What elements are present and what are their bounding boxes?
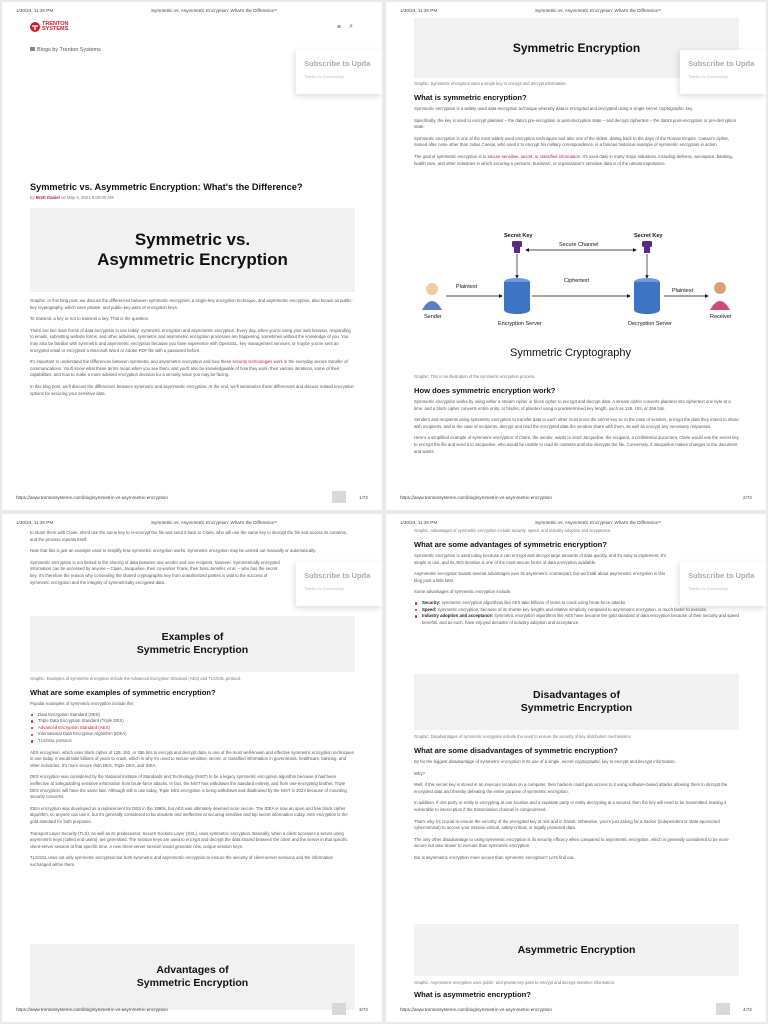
print-header (400, 8, 752, 18)
paragraph: By far the biggest disadvantage of symmetric encryption is its use of a single, secret cryptographic key to encrypt and decrypt information. (414, 759, 676, 764)
section-banner-2 (414, 924, 739, 976)
banner-line-1: Advantages of (156, 964, 229, 976)
paragraph-text: The goal of symmetric encryption is to (414, 153, 487, 159)
subscribe-thanks: Thanks for Subscribing! (688, 75, 728, 79)
banner-line-1: Examples of (161, 631, 224, 643)
timestamp: 1/30/23, 11:30 PM (16, 8, 54, 13)
subscribe-panel[interactable] (296, 562, 382, 606)
article-body-3 (414, 980, 739, 1003)
subscribe-thanks: Thanks for Subscribing! (304, 75, 344, 79)
ciphertext-label: Ciphertext (564, 278, 590, 284)
print-header (16, 8, 368, 18)
blog-label (30, 47, 101, 53)
receiver-label: Receiver (710, 314, 732, 320)
list-item: Triple Data Encryption Standard (Triple DES) (30, 718, 355, 725)
subscribe-panel[interactable] (296, 50, 382, 94)
site-header (30, 22, 355, 44)
page-3 (2, 514, 382, 1022)
list-item-bold: Industry adoption and acceptance: (422, 613, 494, 619)
doc-title: Symmetric vs. Asymmetric Encryption: What's the Difference? (151, 8, 277, 13)
search-icon[interactable]: ⌕ (349, 23, 353, 30)
logo[interactable] (30, 22, 355, 32)
page-number: 3/72 (359, 1007, 368, 1012)
list-item: Data Encryption Standard (DES) (30, 712, 355, 719)
paragraph: But is asymmetric encryption more secure than symmetric encryption? Let's find out. (414, 854, 575, 860)
paragraph: The only other disadvantage to using symmetric encryption is its security efficacy when compared to asymmetric encryption, which is generally considered to be more secure but also slower to execute than symmetric encryption. (414, 836, 729, 849)
menu-icon[interactable]: ≡ (336, 24, 341, 31)
list-item (414, 613, 739, 626)
print-footer (400, 1007, 752, 1017)
caption: Graphic: Examples of symmetric encryption include the Advanced Encryption Standard (AES) and TLS/SSL protocol. (30, 676, 242, 681)
logo-text: TRENTON SYSTEMS (42, 21, 69, 32)
timestamp: 1/30/23, 11:30 PM (400, 8, 438, 13)
paragraph (414, 154, 739, 167)
subscribe-title: Subscribe to Upda (304, 59, 371, 68)
symmetric-cryptography-diagram (414, 226, 739, 368)
print-header (16, 520, 368, 530)
list-item-text: symmetric encryption, because of its shorter key lengths and relative simplicity compared to asymmetric encryption, is much faster to execute. (437, 606, 708, 612)
banner-line-2: Symmetric Encryption (136, 977, 249, 989)
hero-line-2: Asymmetric Encryption (97, 250, 288, 269)
caption: Graphic: Symmetric encryption uses a single key to encrypt and decrypt information. (414, 81, 567, 86)
paragraph: Symmetric encryption is not limited to the sharing of data between one sender and one recipient, however. Symmetrically encrypted information can be accessed by anyone – Claire, Jacqueline, their co-worker Frank, their boss Jennifer, et al. – who has the secret key. It's therefore the reason why concealing the shared cryptographic key from unauthorized parties is vital to the success of symmetric encryption and the integrity of symmetrically encrypted data. (30, 559, 280, 585)
paragraph: Well, if this secret key is stored in an insecure location on a computer, then hackers could gain access to it using software-based attacks allowing them to decrypt the encrypted data and thereby defeating the entire purpose of symmetric encryption. (414, 782, 728, 794)
examples-list (30, 712, 355, 745)
subscribe-title: Subscribe to Upda (688, 59, 755, 68)
hero-banner (30, 208, 355, 292)
aes-link[interactable]: Advanced Encryption Standard (AES) (30, 725, 355, 732)
secret-key-label-left: Secret Key (504, 233, 533, 239)
section-banner (414, 674, 739, 730)
section-heading: What are some advantages of symmetric encryption? (414, 540, 607, 549)
sender-label: Sender (424, 314, 442, 320)
secure-channel-label: Secure Channel (559, 242, 599, 248)
paragraph: That's why it's crucial to ensure the security of the encrypted key at rest and in transit. Otherwise, you're just asking for a hacker (independent or state-sponsored cybercriminal) to access your mission-critical, safety-critical, or legally protected data. (414, 818, 720, 831)
paragraph: In addition, if one party or entity is encrypting at one location and a separate party or entity decrypting at a second, then the key will need to be transmitted, leaving it vulnerable to interception if the transmission channel is compromised. (414, 800, 727, 812)
print-footer (16, 495, 368, 505)
timestamp: 1/30/23, 11:30 PM (16, 520, 54, 525)
doc-title: Symmetric vs. Asymmetric Encryption: What's the Difference? (535, 8, 661, 13)
print-footer (16, 1007, 368, 1017)
subscribe-title: Subscribe to Upda (688, 571, 755, 580)
scroll-up-button[interactable] (332, 1003, 346, 1015)
banner-text: Symmetric Encryption (512, 41, 641, 55)
list-item-bold: Security: (422, 599, 441, 605)
paragraph: Specifically, the key is used to encrypt plaintext – the data's pre-encryption or post-decryption state – and decrypt ciphertext – the data's post-encryption or pre-decryption state. (414, 117, 737, 130)
paragraph: Senders and recipients using symmetric encryption to transfer data to each other must know the secret key to, in the case of senders, encrypt the data they intend to share with recipients, and in the case of recipients, decrypt and read the encrypted data the senders share with them, as well as encrypt any necessary responses. (414, 417, 739, 429)
trenton-logo-icon (30, 22, 40, 32)
home-icon (30, 47, 35, 51)
paragraph: IDEA encryption was developed as a replacement for DES in the 1990s, but AES was ultimately deemed more secure. The IDEA is now an open and free block cipher algorithm, so anyone can use it, but it's generally considered to be obsolete and ineffective at securing sensitive and top secret information today. AES encryption is the gold standard for both purposes. (30, 805, 348, 824)
section-banner (30, 616, 355, 672)
plaintext-label-left: Plaintext (456, 284, 478, 290)
encryption-server-label: Encryption Server (498, 321, 542, 327)
byline (30, 195, 355, 200)
diagram-title: Symmetric Cryptography (510, 347, 632, 359)
subscribe-thanks: Thanks for Subscribing! (304, 587, 344, 591)
doc-title: Symmetric vs. Asymmetric Encryption: What's the Difference? (151, 520, 277, 525)
scroll-up-button[interactable] (716, 1003, 730, 1015)
section-banner-2 (30, 944, 355, 1010)
paragraph: Asymmetric encryption boasts several advantages over its asymmetric counterpart, but we'll talk about asymmetric encryption in this blog post a little later. (414, 571, 666, 583)
caption: Graphic: This is an illustration of the symmetric encryption process. (414, 374, 536, 379)
scroll-up-button[interactable] (332, 491, 346, 503)
page-2 (386, 2, 766, 510)
paragraph-text: . It's used daily in many major industries, including defense, aerospace, banking, health care, and other industries in which securing a person's, business', or organization's sensitive data is of the utmost importance. (414, 153, 733, 166)
subscribe-thanks: Thanks for Subscribing! (688, 587, 728, 591)
paragraph: Symmetric encryption is one of the most widely used encryption techniques and also one of the oldest, dating back to the days of the Roman Empire. Caesar's cipher, named after none other than Julius Caesar, who used it to encrypt his military correspondence, is a famous historical example of symmetric encryption in action. (414, 135, 729, 148)
paragraph: Popular examples of symmetric encryption include the: (30, 701, 135, 706)
banner-line-1: Disadvantages of (533, 689, 620, 701)
paragraph: to share them with Claire, she'd use the same key to re-encrypt the file and send it back to Claire, who will use the same key to decrypt the file and access its contents, and the process repeats itself. (30, 530, 348, 542)
section-heading: What are some disadvantages of symmetric encryption? (414, 746, 618, 755)
article-body (414, 81, 739, 167)
paragraph: Some advantages of symmetric encryption include: (414, 589, 512, 595)
paragraph: Transport Layer Security (TLS), as well as its predecessor, Secure Sockets Layer (SSL), uses symmetric encryption. Basically, when a client accesses a server using asymmetric keys (called end users), are generated. The session keys are used to encrypt and decrypt the data shared between the client and the server in that specific client-server session at that specific time. A new client-server session would generate new, unique session keys. (30, 830, 348, 849)
page-number: 2/72 (743, 495, 752, 500)
caption: Graphic: Disadvantages of symmetric encryption include the need to ensure the security of key distribution mechanisms. (414, 734, 632, 739)
banner-text: Asymmetric Encryption (517, 944, 636, 956)
caption: Graphic: Asymmetric encryption uses public- and private-key pairs to encrypt and decrypt sensitive information. (414, 980, 616, 985)
banner-line-2: Symmetric Encryption (136, 644, 249, 656)
list-item-text: symmetric encryption algorithms like AES take billions of years to crack using brute-force attacks. (441, 599, 627, 605)
plaintext-label-right: Plaintext (672, 288, 694, 294)
paragraph: Why? (414, 770, 425, 776)
paragraph-text: in the everyday secure transfer of communications. You'll know what these terms mean when you see them, and you'll also be knowledgeable of how they work, their various iterations, some of their capabilities, and how to make a more advised encryption decision for a security issue you may be facing. (30, 359, 348, 378)
paragraph: DES encryption was considered by the National Institute of Standards and Technology (NIST) to be a legacy symmetric encryption algorithm because it had been ineffective at safeguarding sensitive information from brute-force attacks. In fact, the NIST has withdrawn the standard entirely, and from one-encrypting brother, Triple DES encryption, will have the same fate. Although still in use today, Triple DES encryption is being withdrawn and disallowed by the NIST in 2023 because of mounting security concerns. (30, 774, 347, 800)
section-heading: What is asymmetric encryption? (414, 990, 531, 999)
paragraph: There are two main forms of data encryption in use today: symmetric encryption and asymmetric encryption. Every day, when you're using your web browser, responding to emails, submitting website forms, and other activities, symmetric and asymmetric encryption processes are happening, sometimes without the knowledge of you. You may also be familiar with symmetric and asymmetric encryption because you have experience with OpenSSL, key management services, or maybe you've sent an encrypted email or encrypted a Microsoft Word or Adobe PDF file with a password before. (30, 327, 351, 353)
page-url: https://www.trentonsystems.com/blog/symmetric-vs-asymmetric-encryption (16, 1007, 168, 1012)
paragraph: Symmetric encryption is used today because it can encrypt and decrypt large amounts of data quickly, and it's easy to implement. It's simple to use, and its AES iteration is one of the most secure forms of data encryption available. (414, 553, 667, 565)
timestamp: 1/30/23, 11:30 PM (400, 520, 438, 525)
article-title: Symmetric vs. Asymmetric Encryption: What's the Difference? (30, 182, 303, 192)
paragraph: Symmetric encryption is a widely used data encryption technique whereby data is encrypted and decrypted using a single secret cryptographic key. (414, 106, 694, 111)
secure-info-link[interactable]: secure sensitive, secret, or classified information (487, 153, 580, 159)
paragraph: TLS/SSL uses not only symmetric encryption but both symmetric and asymmetric encryption to ensure the security of client-server sessions and the information exchanged within them. (30, 855, 333, 867)
section-heading: What are some examples of symmetric encryption? (30, 688, 216, 697)
page-url: https://www.trentonsystems.com/blog/symmetric-vs-asymmetric-encryption (400, 495, 552, 500)
article-body-2 (30, 676, 355, 868)
page-number: 4/72 (743, 1007, 752, 1012)
list-item-text: symmetric encryption algorithms like AES have become the gold standard of data encryption because of their security and speed benefits, and as such, have enjoyed decades of industry adoption and acceptance. (422, 613, 739, 625)
page-url: https://www.trentonsystems.com/blog/symmetric-vs-asymmetric-encryption (16, 495, 168, 500)
paragraph: Here's a simplified example of symmetric encryption: If Claire, the sender, wants to send Jacqueline, the recipient, a confidential document, Claire would use the secret key to encrypt the file and send it to Jacqueline, who would be unable to read its contents until she decrypts the file. Conversely, if Jacqueline makes changes to the document and wants (414, 435, 739, 454)
paragraph (30, 359, 355, 379)
encryption-server-icon (504, 278, 530, 314)
secret-key-label-right: Secret Key (634, 233, 663, 239)
caption: Graphic: Advantages of symmetric encryption include security, speed, and industry adoption and acceptance. (414, 528, 612, 533)
decryption-server-label: Decryption Server (628, 321, 673, 327)
banner-line-2: Symmetric Encryption (520, 702, 633, 714)
print-footer (400, 495, 752, 505)
hero-line-1: Symmetric vs. (134, 230, 251, 249)
publish-date: on May 4, 2021 9:00:00 AM (61, 195, 114, 200)
subscribe-panel[interactable] (680, 562, 766, 606)
list-item (414, 607, 739, 614)
security-tech-link[interactable]: security technologies work (232, 359, 283, 365)
subscribe-title: Subscribe to Upda (304, 571, 371, 580)
paragraph-text: It's important to understand the differences between symmetric and asymmetric encryption and how these (30, 359, 232, 365)
list-item: TLS/SSL protocol (30, 738, 355, 745)
page-4 (386, 514, 766, 1022)
article-body (30, 298, 355, 397)
article-header (30, 182, 355, 200)
article-body-2 (414, 734, 739, 862)
blog-label-text: Blogs by Trenton Systems (37, 47, 101, 53)
section-heading: How does symmetric encryption work? (414, 386, 556, 395)
list-item-bold: Speed: (422, 606, 437, 612)
article-body-2 (414, 374, 739, 455)
paragraph: To transmit, a key or not to transmit a key. That is the question. (30, 316, 150, 322)
paragraph: AES encryption, which uses block cipher of 128, 192, or 256 bits to encrypt and decrypt data, is one of the most well-known and effective symmetric encryption techniques in use today. It would take billions of years to crack, which is why it's used to secure sensitive, secret, or classified information in government, healthcare, banking, and other industries. It's more secure than DES, Triple DES, and IDEA. (30, 749, 354, 768)
paragraph: Symmetric encryption works by using either a stream cipher or block cipher to encrypt and decrypt data. A stream cipher converts plaintext into ciphertext one byte at a time, and a block cipher converts entire units, or blocks, of plaintext using a predetermined key length, such as 128, 192, or 256 bits. (414, 399, 731, 411)
page-1 (2, 2, 382, 510)
section-heading: What is symmetric encryption? (414, 93, 527, 102)
paragraph: Graphic: In this blog post, we discuss the differences between symmetric encryption, a single-key encryption technique, and asymmetric encryption, also known as public-key cryptography, which uses private- and public-key pairs of encryption keys. (30, 298, 353, 310)
page-number: 1/72 (359, 495, 368, 500)
paragraph: Note that this is just an example used to simplify how symmetric encryption works. Symmetric encryption may be carried out manually or automatically. (30, 548, 317, 554)
paragraph: In this blog post, we'll discuss the differences between symmetric and asymmetric encryption. At the end, we'll summarize these differences and discuss related encryption options for securing your sensitive data. (30, 383, 354, 396)
byline-by: by (30, 195, 35, 200)
list-item: International Data Encryption Algorithm (IDEA) (30, 731, 355, 738)
author-link[interactable]: Brett Daniel (35, 195, 60, 200)
decryption-server-icon (634, 278, 660, 314)
doc-title: Symmetric vs. Asymmetric Encryption: What's the Difference? (535, 520, 661, 525)
page-url: https://www.trentonsystems.com/blog/symmetric-vs-asymmetric-encryption (400, 1007, 552, 1012)
